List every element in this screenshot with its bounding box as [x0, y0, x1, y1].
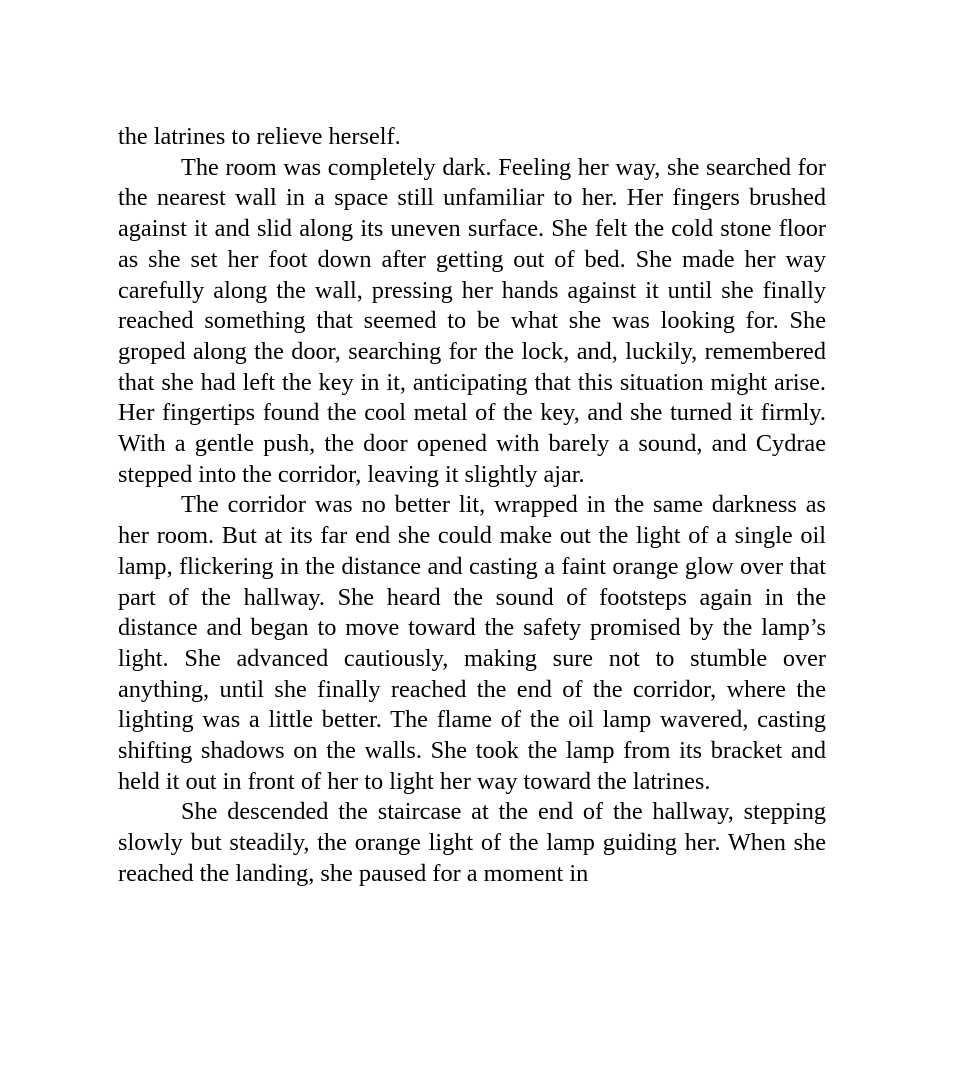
paragraph-corridor: The corridor was no better lit, wrapped in the same darkness as her room. But at its far end she could make out the light of a single oil lamp, flickering in the distance and casting a faint orange glow over that part of the hallway. She heard the sound of footsteps again in the distance and began to move toward the safety promised by the lamp’s light. She advanced cautiously, making sure not to stumble over anything, until she finally reached the end of the corridor, where the lighting was a little better. The flame of the oil lamp wavered, casting shifting shadows on the walls. She took the lamp from its bracket and held it out in front of her to light her way toward the latrines. [118, 491, 826, 795]
paragraph-dark-room: The room was completely dark. Feeling her way, she searched for the nearest wall in a space still unfamiliar to her. Her fingers brushed against it and slid along its uneven surface. She felt the cold stone floor as she set her foot down after getting out of bed. She made her way carefully along the wall, pressing her hands against it until she finally reached something that seemed to be what she was looking for. She groped along the door, searching for the lock, and, luckily, remembered that she had left the key in it, anticipating that this situation might arise. Her fingertips found the cool metal of the key, and she turned it firmly. With a gentle push, the door opened with barely a sound, and Cydrae stepped into the corridor, leaving it slightly ajar. [118, 153, 826, 488]
paragraph-staircase: She descended the staircase at the end of the hallway, stepping slowly but steadily, the orange light of the lamp guiding her. When she reached the landing, she paused for a moment in [118, 798, 826, 887]
paragraph-continuation: the latrines to relieve herself. [118, 123, 401, 150]
page-body [118, 122, 826, 890]
